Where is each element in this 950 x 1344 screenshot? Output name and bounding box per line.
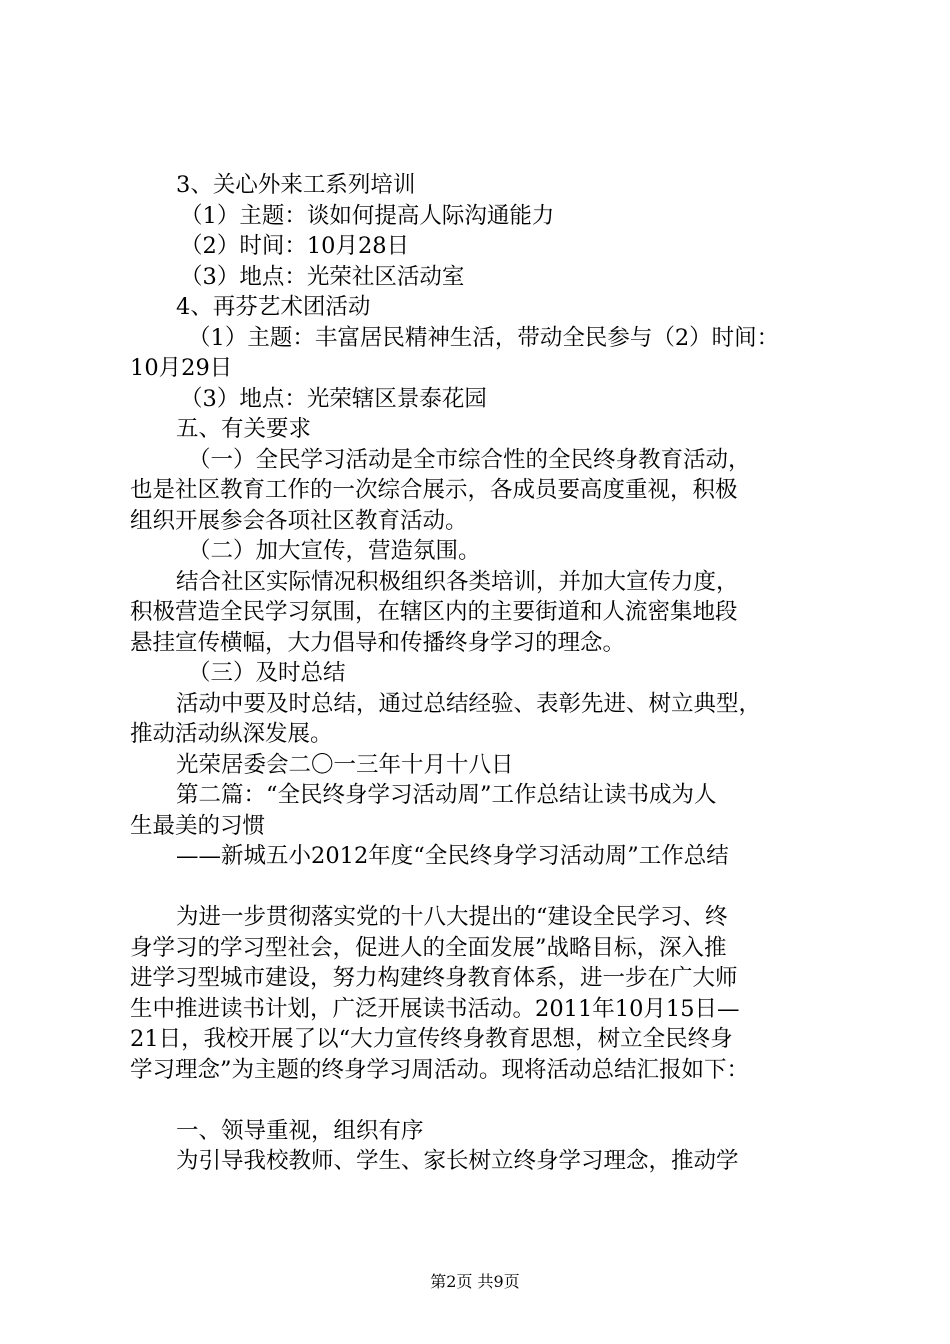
page-footer: 第2页 共9页 bbox=[430, 1272, 520, 1291]
text-line: 活动中要及时总结，通过总结经验、表彰先进、树立典型， bbox=[176, 690, 762, 717]
blank-line bbox=[130, 1085, 830, 1116]
subtitle: ——新城五小2012年度“全民终身学习活动周”工作总结 bbox=[176, 843, 729, 869]
text-line: 4、再芬艺术团活动 bbox=[176, 294, 371, 320]
text-line: 身学习的学习型社会，促进人的全面发展”战略目标，深入推 bbox=[130, 934, 727, 961]
text-line: 21日，我校开展了以“大力宣传终身教育思想，树立全民终身 bbox=[130, 1026, 733, 1052]
text-line: 10月29日 bbox=[130, 355, 233, 381]
text-line: （3）地点：光荣辖区景泰花园 bbox=[180, 385, 487, 412]
text-line: 为引导我校教师、学生、家长树立终身学习理念，推动学 bbox=[176, 1148, 739, 1174]
text-line: 悬挂宣传横幅，大力倡导和传播终身学习的理念。 bbox=[130, 629, 626, 656]
chapter-title: 生最美的习惯 bbox=[130, 812, 266, 839]
text-line: 3、关心外来工系列培训 bbox=[176, 172, 416, 198]
section-heading: 一、领导重视，组织有序 bbox=[176, 1117, 424, 1144]
text-line: （1）主题：丰富居民精神生活，带动全民参与（2）时间： bbox=[188, 324, 780, 351]
text-line: （三）及时总结 bbox=[188, 660, 346, 686]
text-line: （2）时间：10月28日 bbox=[180, 233, 410, 259]
text-line: （一）全民学习活动是全市综合性的全民终身教育活动， bbox=[188, 446, 751, 473]
text-line: 生中推进读书计划，广泛开展读书活动。2011年10月15日— bbox=[130, 995, 740, 1022]
text-line: 进学习型城市建设，努力构建终身教育体系，进一步在广大师 bbox=[130, 965, 738, 991]
chapter-title: 第二篇：“全民终身学习活动周”工作总结让读书成为人 bbox=[176, 782, 717, 808]
text-line: 积极营造全民学习氛围，在辖区内的主要街道和人流密集地段 bbox=[130, 599, 738, 625]
section-heading: 五、有关要求 bbox=[176, 416, 312, 442]
text-line: 也是社区教育工作的一次综合展示，各成员要高度重视，积极 bbox=[130, 477, 738, 503]
text-line: （二）加大宣传，营造氛围。 bbox=[188, 538, 481, 564]
text-line: 推动活动纵深发展。 bbox=[130, 721, 333, 747]
text-line: 为进一步贯彻落实党的十八大提出的“建设全民学习、终 bbox=[176, 904, 728, 930]
blank-line bbox=[130, 872, 830, 903]
text-line: 结合社区实际情况积极组织各类培训，并加大宣传力度， bbox=[176, 568, 739, 595]
document-body bbox=[130, 170, 830, 1177]
text-line: （1）主题：谈如何提高人际沟通能力 bbox=[180, 202, 555, 229]
text-line: 学习理念”为主题的终身学习周活动。现将活动总结汇报如下： bbox=[130, 1056, 750, 1083]
signature-line: 光荣居委会二〇一三年十月十八日 bbox=[176, 751, 514, 778]
text-line: （3）地点：光荣社区活动室 bbox=[180, 263, 465, 290]
text-line: 组织开展参会各项社区教育活动。 bbox=[130, 507, 468, 534]
